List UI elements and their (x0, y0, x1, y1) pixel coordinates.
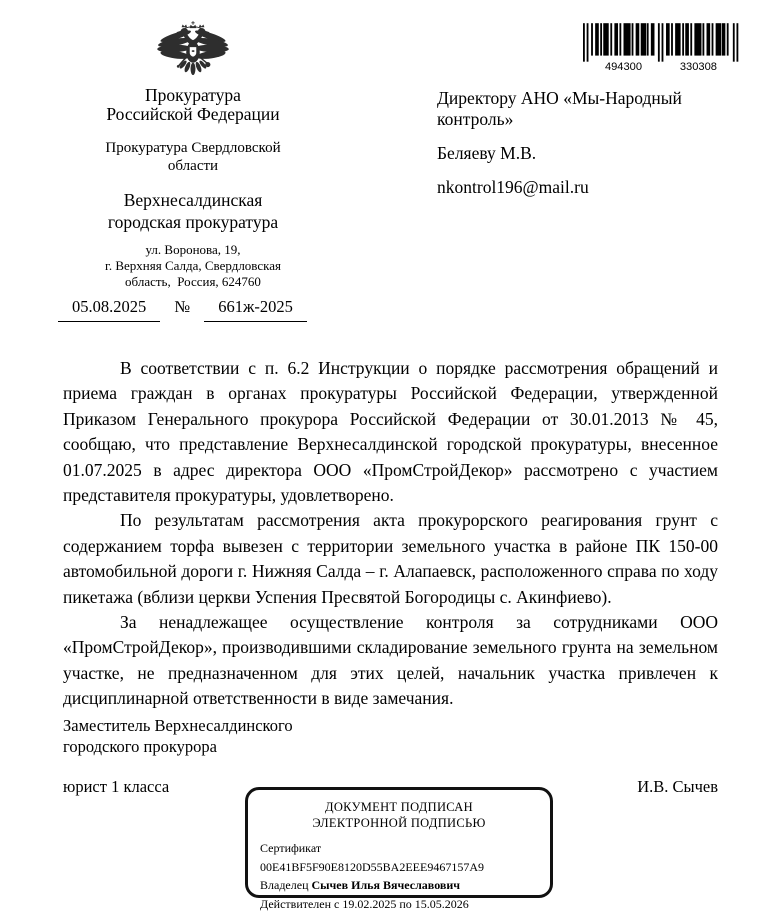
stamp-owner-line (260, 876, 538, 895)
org-name-line: Российской Федерации (106, 103, 280, 124)
city-office-name (60, 189, 326, 233)
certificate-label: Сертификат (260, 841, 322, 855)
body-paragraph: В соответствии с п. 6.2 Инструкции о порядке рассмотрения обращений и приема граждан в органах прокуратуры Российской Федерации, утвержденной Приказом Генерального прокурора Российской Федерации от 30.01.2013 № 45, сообщаю, что представление Верхнесалдинской городской прокуратуры, внесенное 01.07.2025 в адрес директора ООО «ПромСтройДекор» рассмотрено с участием представителя прокуратуры, удовлетворено. (63, 358, 718, 506)
address-line: область, Россия, 624760 (125, 274, 261, 289)
org-name (60, 86, 326, 123)
barcode-left-digits: 494300 (604, 60, 643, 72)
signer-position-line: городского прокурора (63, 736, 217, 756)
signer-name: И.В. Сычев (637, 777, 718, 796)
owner-label: Владелец (260, 878, 309, 892)
certificate-value: 00E41BF5F90E8120D55BA2EEE9467157A9 (260, 859, 485, 874)
recipient-block (437, 88, 735, 211)
body-paragraph: За ненадлежащее осуществление контроля за сотрудниками ООО «ПромСтройДекор», производившими складирование земельного грунта на земельном участке, не предназначенном для этих целей, начальник участка привлечен к дисциплинарной ответственности в виде замечания. (63, 612, 718, 709)
recipient-email: nkontrol196@mail.ru (437, 177, 589, 197)
signature-block (63, 716, 718, 797)
validity-from: 19.02.2025 (342, 896, 397, 911)
letter-body (63, 356, 718, 712)
signer-position-line: Заместитель Верхнесалдинского (63, 716, 293, 735)
office-address (60, 242, 326, 290)
address-line: ул. Воронова, 19, (145, 242, 241, 257)
validity-to: 15.05.2026 (414, 896, 469, 911)
body-paragraph: По результатам рассмотрения акта прокурорского реагирования грунт с содержанием торфа вывезен с территории земельного участка в районе ПК 150-00 автомобильной дороги г. Нижняя Салда – г. Алапаевск, расположенного справа по ходу пикетажа (вблизи церкви Успения Пресвятой Богородицы с. Акинфиево). (63, 510, 718, 607)
stamp-title-line: ДОКУМЕНТ ПОДПИСАН (325, 800, 473, 814)
validity-to-label: по (399, 896, 412, 911)
stamp-certificate-line (260, 839, 538, 876)
date-number-row (58, 297, 307, 322)
city-office-line: Верхнесалдинская (123, 190, 263, 210)
org-name-line: Прокуратура (145, 85, 241, 105)
stamp-title (260, 799, 538, 831)
document-number: 661ж-2025 (204, 297, 307, 322)
electronic-signature-stamp (245, 787, 553, 911)
signer-position (63, 716, 718, 757)
stamp-details (260, 839, 538, 913)
letterhead (60, 20, 326, 290)
regional-office-line: области (167, 157, 219, 174)
signer-rank: юрист 1 класса (63, 777, 170, 796)
russian-coat-of-arms-icon (156, 20, 230, 82)
validity-label: Действителен с (260, 896, 340, 911)
regional-office-name (60, 140, 326, 175)
recipient-addressee: Директору АНО «Мы-Народный контроль» (437, 88, 682, 129)
barcode-right-digits: 330308 (679, 60, 717, 72)
owner-name: Сычев Илья Вячеславович (311, 878, 461, 892)
city-office-line: городская прокуратура (107, 212, 279, 232)
regional-office-line: Прокуратура Свердловской (105, 140, 281, 156)
address-line: г. Верхняя Салда, Свердловская (104, 258, 282, 273)
recipient-person: Беляеву М.В. (437, 143, 537, 163)
stamp-title-line: ЭЛЕКТРОННОЙ ПОДПИСЬЮ (312, 816, 486, 830)
document-date: 05.08.2025 (58, 297, 160, 322)
stamp-validity-line (260, 895, 538, 914)
registration-barcode (583, 23, 745, 72)
number-sign: № (174, 297, 191, 316)
